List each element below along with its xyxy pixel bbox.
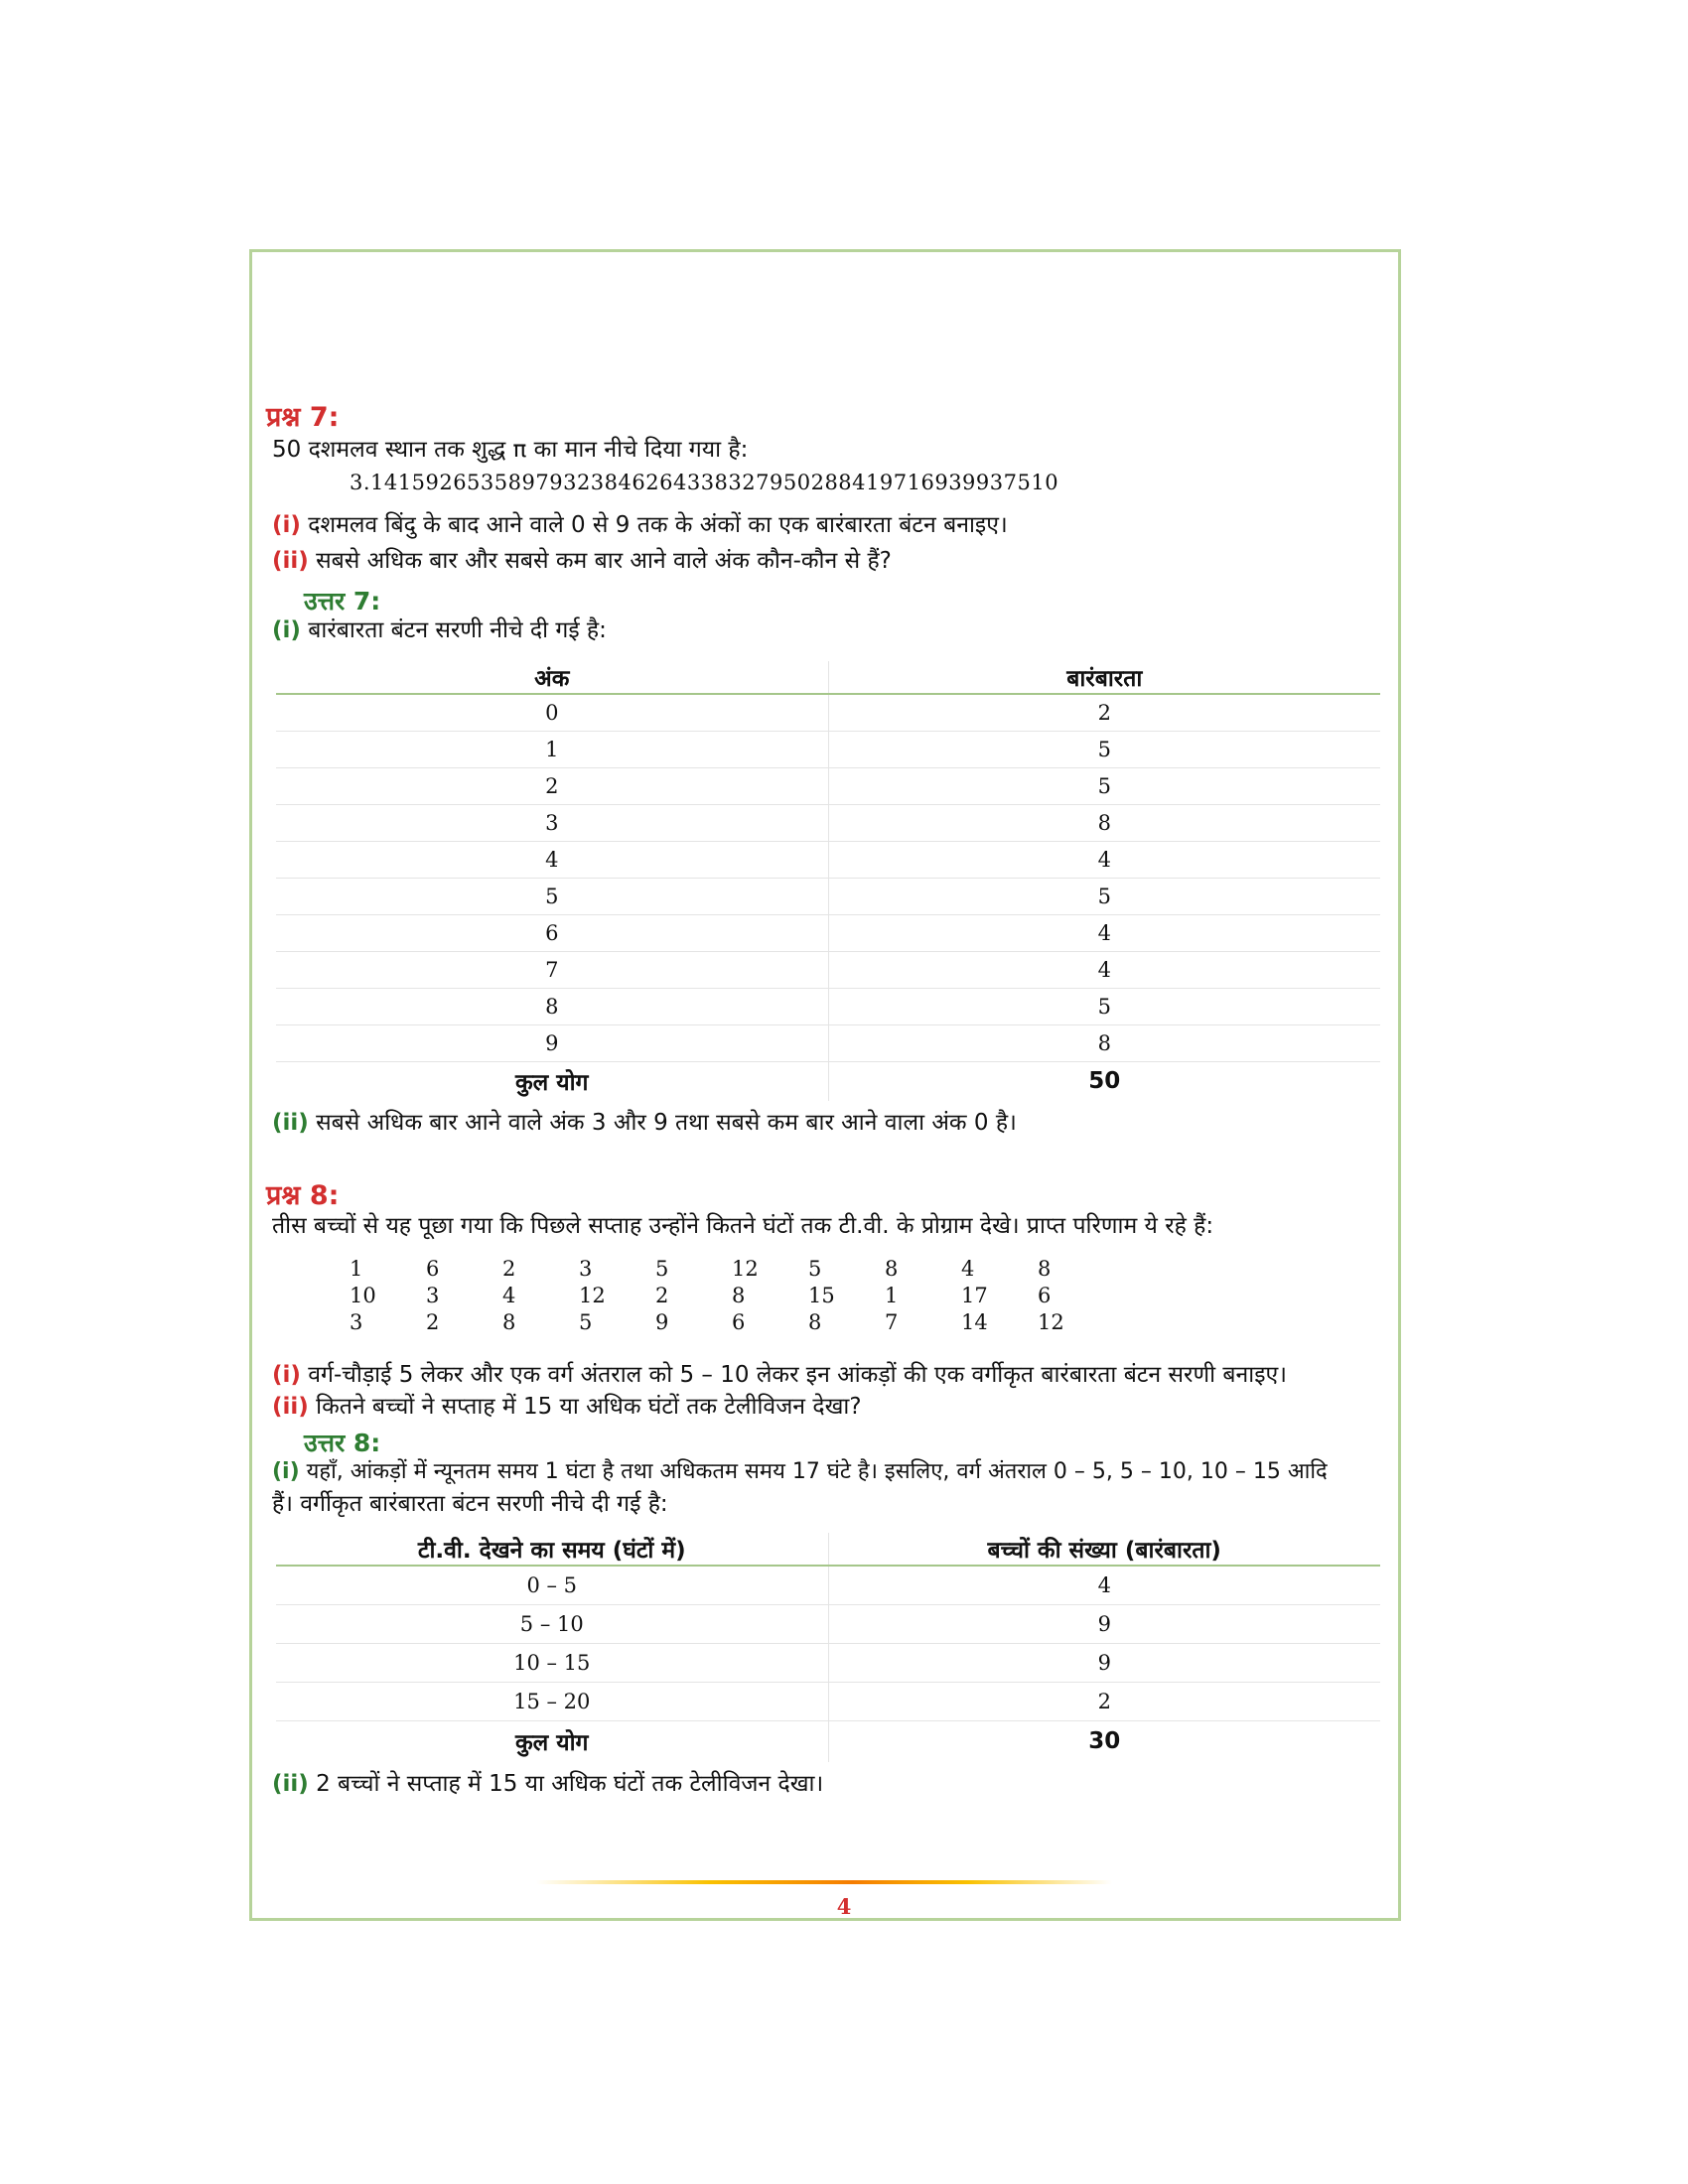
cell-frequency: 5 (828, 767, 1380, 804)
part-marker: (ii) (272, 548, 309, 574)
data-value: 3 (350, 1309, 363, 1334)
header-digit: अंक (276, 661, 828, 694)
cell-frequency: 4 (828, 951, 1380, 988)
part-marker: (i) (272, 1362, 301, 1388)
answer-7-part-2 (272, 1108, 1017, 1138)
cell-digit: 0 (276, 694, 828, 731)
question-8-part-2 (272, 1392, 862, 1422)
answer-8-part-2 (272, 1769, 823, 1799)
cell-frequency: 5 (828, 988, 1380, 1024)
data-value: 7 (885, 1309, 899, 1334)
table-row (276, 1643, 1380, 1682)
cell-interval: 10 – 15 (276, 1643, 828, 1682)
table-row (276, 1024, 1380, 1061)
data-value: 5 (655, 1256, 669, 1281)
cell-frequency: 8 (828, 804, 1380, 841)
cell-frequency: 9 (828, 1604, 1380, 1643)
data-value: 4 (961, 1256, 975, 1281)
part-text: वर्ग-चौड़ाई 5 लेकर और एक वर्ग अंतराल को 5 – 10 लेकर इन आंकड़ों की एक वर्गीकृत बारंबारता बंटन सरणी बनाइए। (308, 1362, 1287, 1388)
question-8-heading: प्रश्न 8: (266, 1180, 340, 1211)
cell-interval: 5 – 10 (276, 1604, 828, 1643)
cell-interval: 15 – 20 (276, 1682, 828, 1720)
data-value: 12 (732, 1256, 759, 1281)
table-row (276, 914, 1380, 951)
table-total-row (276, 1061, 1380, 1101)
cell-digit: 6 (276, 914, 828, 951)
cell-digit: 2 (276, 767, 828, 804)
data-value: 9 (655, 1309, 669, 1334)
answer-7-intro (272, 615, 607, 645)
part-text: सबसे अधिक बार आने वाले अंक 3 और 9 तथा सबसे कम बार आने वाला अंक 0 है। (316, 1110, 1017, 1136)
pi-value: 3.14159265358979323846264338327950288419716939937510 (350, 471, 1059, 494)
part-marker: (ii) (272, 1394, 309, 1420)
data-value: 5 (579, 1309, 593, 1334)
part-text: बारंबारता बंटन सरणी नीचे दी गई है: (308, 617, 607, 643)
table-row (276, 878, 1380, 914)
data-value: 12 (579, 1283, 606, 1307)
part-text: दशमलव बिंदु के बाद आने वाले 0 से 9 तक के अंकों का एक बारंबारता बंटन बनाइए। (308, 512, 1008, 538)
page-number: 4 (836, 1894, 852, 1919)
question-7-part-2 (272, 546, 892, 576)
data-value: 15 (808, 1283, 835, 1307)
table-row (276, 1566, 1380, 1604)
cell-frequency: 5 (828, 731, 1380, 767)
question-8-part-1 (272, 1360, 1287, 1390)
digit-frequency-table (276, 661, 1380, 1101)
table-row (276, 804, 1380, 841)
table-header-row (276, 1533, 1380, 1566)
part-marker: (ii) (272, 1771, 309, 1797)
table-row (276, 1604, 1380, 1643)
footer-divider (536, 1880, 1112, 1884)
cell-frequency: 5 (828, 878, 1380, 914)
table-row (276, 841, 1380, 878)
table-header-row (276, 661, 1380, 694)
answer-8-heading: उत्तर 8: (304, 1429, 381, 1457)
header-tv-time: टी.वी. देखने का समय (घंटों में) (276, 1533, 828, 1566)
question-8-text: तीस बच्चों से यह पूछा गया कि पिछले सप्ताह उन्होंने कितने घंटों तक टी.वी. के प्रोग्राम देखे। प्राप्त परिणाम ये रहे हैं: (272, 1213, 1214, 1239)
table-total-row (276, 1720, 1380, 1762)
cell-digit: 5 (276, 878, 828, 914)
data-value: 5 (808, 1256, 822, 1281)
cell-digit: 9 (276, 1024, 828, 1061)
table-row (276, 694, 1380, 731)
data-value: 8 (808, 1309, 822, 1334)
cell-frequency: 2 (828, 694, 1380, 731)
data-value: 4 (502, 1283, 516, 1307)
part-marker: (i) (272, 1459, 300, 1484)
cell-frequency: 4 (828, 841, 1380, 878)
cell-digit: 1 (276, 731, 828, 767)
table-row (276, 767, 1380, 804)
table-row (276, 1682, 1380, 1720)
part-marker: (i) (272, 512, 301, 538)
data-value: 8 (732, 1283, 746, 1307)
question-7-text: 50 दशमलव स्थान तक शुद्ध π का मान नीचे दिया गया है: (272, 437, 749, 463)
data-value: 6 (426, 1256, 440, 1281)
part-marker: (ii) (272, 1110, 309, 1136)
answer-8-intro-line-2: हैं। वर्गीकृत बारंबारता बंटन सरणी नीचे दी गई है: (272, 1491, 668, 1517)
data-value: 10 (350, 1283, 376, 1307)
question-7-part-1 (272, 510, 1008, 540)
data-value: 6 (1038, 1283, 1052, 1307)
part-text: यहाँ, आंकड़ों में न्यूनतम समय 1 घंटा है तथा अधिकतम समय 17 घंटे है। इसलिए, वर्ग अंतराल 0 – 5, 5 – 10, 10 – 15 आदि (306, 1459, 1328, 1484)
part-marker: (i) (272, 617, 301, 643)
answer-8-intro-line-1 (272, 1457, 1328, 1487)
part-text: 2 बच्चों ने सप्ताह में 15 या अधिक घंटों तक टेलीविजन देखा। (316, 1771, 824, 1797)
data-value: 14 (961, 1309, 988, 1334)
cell-digit: 4 (276, 841, 828, 878)
data-value: 12 (1038, 1309, 1064, 1334)
total-value: 30 (828, 1720, 1380, 1762)
header-frequency: बारंबारता (828, 661, 1380, 694)
cell-frequency: 4 (828, 914, 1380, 951)
cell-frequency: 8 (828, 1024, 1380, 1061)
question-7-heading: प्रश्न 7: (266, 402, 340, 433)
data-value: 2 (502, 1256, 516, 1281)
header-children-count: बच्चों की संख्या (बारंबारता) (828, 1533, 1380, 1566)
data-value: 1 (885, 1283, 899, 1307)
tv-hours-data (350, 1255, 1114, 1335)
total-value: 50 (828, 1061, 1380, 1101)
table-row (276, 951, 1380, 988)
cell-frequency: 9 (828, 1643, 1380, 1682)
table-row (276, 731, 1380, 767)
data-value: 2 (655, 1283, 669, 1307)
cell-digit: 8 (276, 988, 828, 1024)
total-label: कुल योग (276, 1061, 828, 1101)
part-text: सबसे अधिक बार और सबसे कम बार आने वाले अंक कौन-कौन से हैं? (316, 548, 892, 574)
cell-interval: 0 – 5 (276, 1566, 828, 1604)
data-value: 3 (579, 1256, 593, 1281)
table-row (276, 988, 1380, 1024)
answer-7-heading: उत्तर 7: (304, 587, 381, 615)
data-row (350, 1282, 1114, 1308)
data-value: 8 (502, 1309, 516, 1334)
tv-time-frequency-table (276, 1533, 1380, 1762)
data-value: 6 (732, 1309, 746, 1334)
data-row (350, 1308, 1114, 1335)
data-value: 8 (885, 1256, 899, 1281)
cell-frequency: 2 (828, 1682, 1380, 1720)
data-value: 8 (1038, 1256, 1052, 1281)
data-value: 1 (350, 1256, 363, 1281)
part-text: कितने बच्चों ने सप्ताह में 15 या अधिक घंटों तक टेलीविजन देखा? (316, 1394, 862, 1420)
cell-frequency: 4 (828, 1566, 1380, 1604)
data-value: 3 (426, 1283, 440, 1307)
data-value: 2 (426, 1309, 440, 1334)
total-label: कुल योग (276, 1720, 828, 1762)
cell-digit: 3 (276, 804, 828, 841)
data-value: 17 (961, 1283, 988, 1307)
data-row (350, 1255, 1114, 1282)
cell-digit: 7 (276, 951, 828, 988)
